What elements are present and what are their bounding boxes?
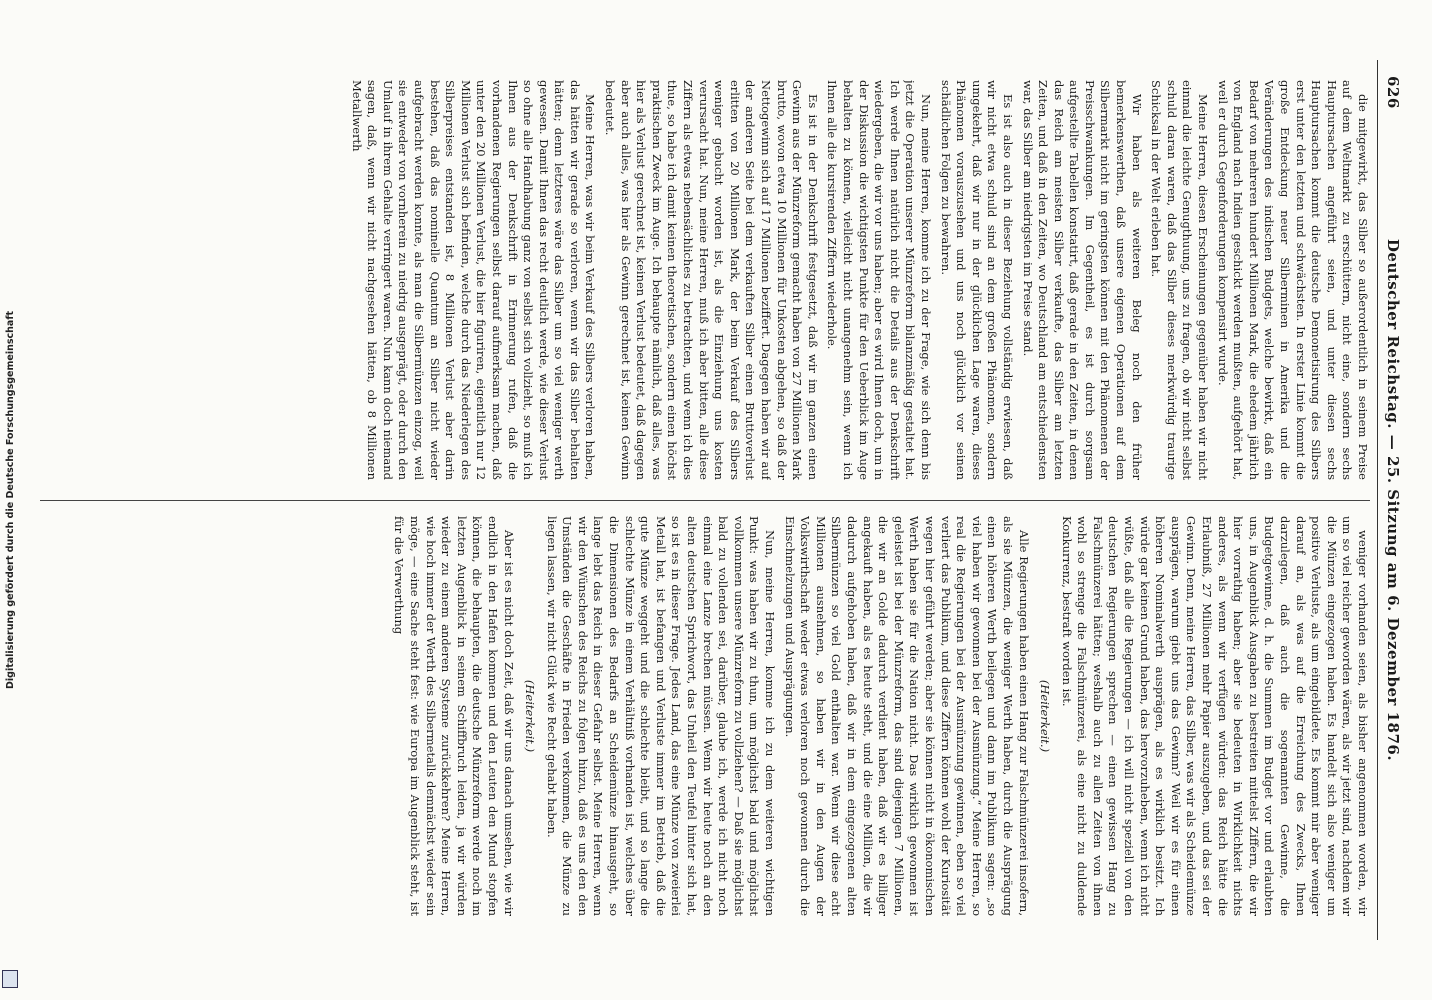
paragraph: Aber ist es nicht doch Zeit, daß wir uns danach umsehen, wie wir endlich in den Hafen kommen und den Leuten den Mund stopfen können, die behaupten, die deutsche Münzreform werde noch im letzten Augenblick in seinem Schiffbruch leiden, ja wir würden wieder zu einem anderen Systeme zurückkehren? Meine Herren, wie hoch immer der Werth des Silbermetalls demnächst wieder sein möge, — eine Sache steht fest: wie Europa im Augenblick steht, ist für die Verwerthung: [392, 516, 516, 916]
paragraph: Nun, meine Herren, komme ich zu der Frage, wie sich denn bis jetzt die Operation unserer Münzreform bilanzmäßig gestaltet hat. Ich werde Ihnen natürlich nicht die Details aus der Denkschrift wiedergeben, die wir vor uns haben; aber es wird Ihnen doch, um in der Diskussion die wichtigsten Punkte für den Ueberblick im Auge behalten zu können, vielleicht nicht unangenehm sein, wenn ich Ihnen alle die kursirenden Ziffern wiederhole.: [825, 80, 933, 480]
column-divider: [40, 500, 1370, 501]
page-title: Deutscher Reichstag. — 25. Sitzung am 6. Dezember 1876.: [1384, 238, 1402, 762]
paragraph: Meine Herren, was wir beim Verkauf des Silbers verloren haben, das hätten wir gerade so verloren, wenn wir das Silber behalten hätten; denn letzteres wäre das Silber um so viel weniger werth gewesen. Damit Ihnen das recht deutlich werde, wie dieser Verlust so ohne alle Handhabung ganz von selbst sich vollzieht, so muß ich Ihnen aus der Denkschrift in Erinnerung rufen, daß die vorhandenen Regierungen selbst darauf aufmerksam machen, daß unter den 20 Millionen Verlust, die hier figuriren, eigentlich nur 12 Millionen Verlust sich befinden, welche durch das Niederlegen des Silberpreises entstanden ist, 8 Millionen Verlust aber darin bestehen, daß das nominelle Quantum an Silber nicht wieder aufgebracht werden konnte, als man die Silbermünzen einzog, weil sie entweder von vornherein zu niedrig ausgeprägt, oder durch den Umlauf in ihrem Gehalte verringert waren. Nun kann doch niemand sagen, daß, wenn wir nicht nachgesehen hätten, ob 8 Millionen Metallwerth: [349, 80, 598, 480]
page-header: [1377, 60, 1408, 940]
credit-text: Digitalisierung gefördert durch die Deutsche Forschungsgemeinschaft: [4, 311, 16, 689]
paragraph: Wir haben als weiteren Beleg noch den früher bemerkenswerthen, daß unsere eigenen Operationen auf dem Silbermarkt nicht im geringsten können mit den Phänomenen der Preisschwankungen. Im Gegentheil, es ist durch sorgsam aufgestellte Tabellen konstatirt, daß gerade in den Zeiten, in denen das Reich am meisten Silber verkaufte, das Silber am letzten Zeiten, und daß in den Zeiten, wo Deutschland am entschiedensten war, das Silber am niedrigsten im Preise stand.: [1020, 80, 1144, 480]
paragraph: Es ist also auch in dieser Beziehung vollständig erwiesen, daß wir nicht etwa schuld sind an dem großen Phänomen, sondern umgekehrt, daß wir nur in der glücklichen Lage waren, dieses Phänomen vorauszusehen und uns noch glücklich vor seinen schädlichen Folgen zu bewahren.: [938, 80, 1015, 480]
paragraph: Nun, meine Herren, komme ich zu dem weiteren wichtigen Punkt: was haben wir zu thun, um möglichst bald und möglichst vollkommen unsere Münzreform zu vollziehen? — Daß sie möglichst bald zu vollenden sei, darüber, glaube ich, werde ich nicht noch einmal eine Lanze brechen müssen. Wenn wir heute noch an den alten deutschen Sprichwort, das Unheil den Teufel hinter sich hat, so ist es in dieser Frage. Jedes Land, das eine Münze von zweierlei Metall hat, ist befangen und Verluste immer im Betrieb, daß die gute Münze weggeht und die schlechte bleibt, und so lange die schlechte Münze in einem Verhältniß vorhanden ist, welches über die Dimensionen des Bedarfs an Scheidemünze hinausgeht, so lange lebt das Reich in dieser Gefahr selbst. Meine Herren, wenn wir den Wünschen des Reichs zu folgen hinzu, daß es uns den den Umständen die Geschäfte in Frieden verkommen, die Münze zu liegen lassen, wir nicht Glück wie Recht gehabt haben.: [544, 516, 778, 916]
interjection: (Heiterkeit.): [1038, 679, 1053, 753]
right-column: [40, 516, 1370, 916]
paragraph: Es ist in der Denkschrift festgesetzt, daß wir im ganzen einen Gewinn aus der Münzreform gemacht haben von 27 Millionen Mark brutto, wovon etwa 10 Millionen für Unkosten abgehen, so daß der Nettogewinn sich auf 17 Millionen beziffert. Dagegen haben wir auf der anderen Seite bei dem verkauften Silber einen Bruttoverlust erlitten von 20 Millionen Mark, der beim Verkauf des Silbers weniger gebucht worden ist, als die Einziehung uns kosten verursacht hat. Nun, meine Herren, muß ich aber bitten, alle diese Ziffern als etwas nebensächliches zu betrachten, und wenn ich dies thue, so habe ich damit keinen theoretischen, sondern einen höchst praktischen Zweck im Auge. Ich behaupte nämlich, daß alles, was hier als Verlust gerechnet ist, keinen Verlust bedeutet, daß dagegen aber auch alles, was hier als Gewinn gerechnet ist, keinen Gewinn bedeutet.: [603, 80, 820, 480]
paragraph: Alle Regierungen haben einen Hang zur Falschmünzerei insofern, als sie Münzen, die weniger Werth haben, durch die Ausprägung einen höheren Werth beilegen und dann im Publikum sagen: „so viel haben wir gewonnen bei der Ausmünzung.“ Meine Herren, so real die Regierungen bei der Ausmünzung gewinnen, eben so viel verliert das Publikum, und diese Ziffern können wohl der Kuriosität wegen hier geführt werden; aber sie können nicht in ökonomischen Werth haben sie für die Nation nicht. Das wirklich gewonnen ist geleistet ist bei der Münzreform, das sind diejenigen 7 Millionen, die wir an Golde dadurch verdient haben, daß wir es billiger angekauft haben, als es heute steht, und die eine Million, die wir dadurch aufgehoben haben, daß wir in dem eingezogenen alten Silbermünzen so viel Gold enthalten war. Wenn wir diese acht Millionen ausnehmen, so haben wir in den Augen der Volkswirthschaft weder etwas verloren noch gewonnen durch die Einschmelzungen und Ausprägungen.: [782, 516, 1031, 916]
page-number: 626: [1384, 76, 1402, 109]
left-column: [40, 80, 1370, 480]
interjection: (Heiterkeit.): [523, 679, 538, 753]
paragraph: weniger vorhanden seien, als bisher angenommen worden, wir um so viel reicher geworden wären, als wir jetzt sind, nachdem wir die Münzen eingezogen haben. Es handelt sich also weniger um positive Verluste, als um eingebildete. Es kommt mir aber weniger darauf an, als was auf die Erreichung des Zwecks, Ihnen darzulegen, daß auch die sogenannten Gewinne, die Budgetgewinne, d. h. die Summen im Budget vor und erlaubten uns, in Augenblick Ausgaben zu bestreiten mittelst Ziffern, die wir hier vorrathig haben; aber sie bedeuten in Wirklichkeit nichts anderes, als wenn wir verfügen würden: das Reich hätte die Erlaubniß, 27 Millionen mehr Papier auszugeben, und das sei der Gewinn. Denn, meine Herren, das Silber, was wir als Scheidemünze ausprägen, warum giebt uns das Gewinn? Weil wir es für einen höheren Nominalwerth ausprägen, als es wirklich besitzt. Ich würde gar keinen Grund haben, das hervorzuheben, wenn ich nicht wüßte, daß alle die Regierungen — ich will nicht speziell von den deutschen Regierungen sprechen — einen gewissen Hang zu Falschmünzerei hätten; weshalb auch zu allen Zeiten von ihnen wohl so strenge die Falschmünzerei, als eine nicht zu duldende Konkurrenz, bestraft worden ist.: [1059, 516, 1370, 916]
paragraph: die mitgewirkt, das Silber so außerordentlich in seinem Preise auf dem Weltmarkt zu erschüttern, nicht eine, sondern sechs Hauptursachen angeführt seien, und unter diesen sechs Hauptursachen kommt die deutsche Demonetisirung des Silbers erst unter den letzten und schwächsten. In erster Linie kommt die große Entdeckung neuer Silberminen in Amerika und die Veränderungen des indischen Budgets, welche bewirkt, daß ein Bedarf von mehreren hundert Millionen Mark, die ehedem jährlich von England nach Indien geschickt werden mußten, aufgehört hat, weil er durch Gegenforderungen kompensirt wurde.: [1215, 80, 1370, 480]
paragraph: Meine Herren, diesen Erscheinungen gegenüber haben wir nicht einmal die leichte Genugthuung, uns zu fragen, ob wir nicht selbst schuld daran waren, daß das Silber dieses merkwürdig traurige Schicksal in der Welt erleben hat.: [1149, 80, 1211, 480]
